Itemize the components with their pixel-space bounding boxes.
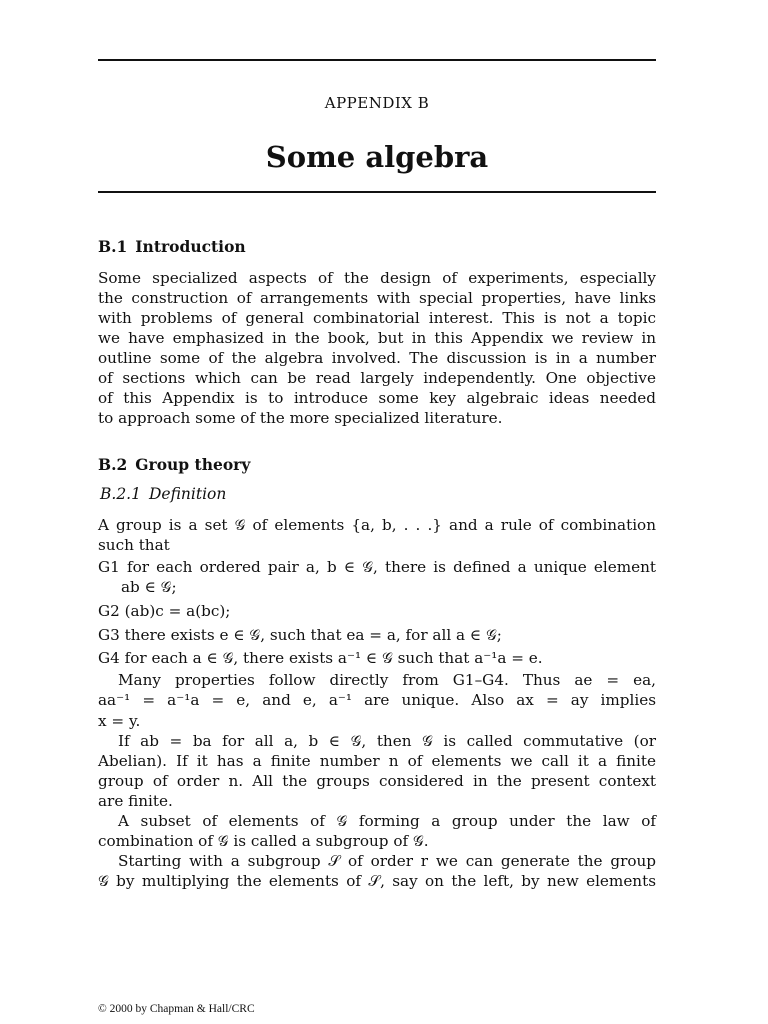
subsection-title: Definition [148, 485, 227, 503]
top-rule [98, 59, 656, 61]
axiom-g1: G1 for each ordered pair a, b ∈ 𝒢, there is defined a unique element [98, 558, 656, 576]
paragraph-line: x = y. [98, 712, 141, 730]
paragraph-line: A group is a set 𝒢 of elements {a, b, . . .} and a rule of combination [98, 516, 656, 534]
paragraph-line: the construction of arrangements with special properties, have links [98, 289, 656, 307]
axiom-g3: G3 there exists e ∈ 𝒢, such that ea = a, for all a ∈ 𝒢; [98, 626, 502, 644]
paragraph-line: If ab = ba for all a, b ∈ 𝒢, then 𝒢 is called commutative (or [118, 732, 656, 750]
paragraph-line: such that [98, 536, 170, 554]
title-rule [98, 191, 656, 193]
axiom-g2: G2 (ab)c = a(bc); [98, 602, 231, 620]
paragraph-line: 𝒢 by multiplying the elements of 𝒮, say on the left, by new elements [98, 872, 656, 890]
paragraph-line: Starting with a subgroup 𝒮 of order r we can generate the group [118, 852, 656, 870]
subsection-heading-b2-1 [100, 485, 226, 503]
axiom-g1-continuation: ab ∈ 𝒢; [121, 578, 177, 596]
paragraph-line: we have emphasized in the book, but in this Appendix we review in [98, 329, 656, 347]
section-title: Introduction [135, 237, 246, 256]
subsection-number: B.2.1 [100, 485, 141, 503]
paragraph-line: group of order n. All the groups considered in the present context [98, 772, 656, 790]
appendix-label: APPENDIX B [324, 94, 430, 112]
section-heading-b1 [98, 237, 246, 256]
paragraph-line: of sections which can be read largely independently. One objective [98, 369, 656, 387]
axiom-g4: G4 for each a ∈ 𝒢, there exists a⁻¹ ∈ 𝒢 such that a⁻¹a = e. [98, 649, 543, 667]
paragraph-line: Some specialized aspects of the design of experiments, especially [98, 269, 656, 287]
paragraph-line: Many properties follow directly from G1–G4. Thus ae = ea, [118, 671, 656, 689]
section-number: B.1 [98, 237, 128, 256]
paragraph-line: with problems of general combinatorial interest. This is not a topic [98, 309, 656, 327]
paragraph-line: combination of 𝒢 is called a subgroup of 𝒢. [98, 832, 429, 850]
paragraph-line: are finite. [98, 792, 173, 810]
chapter-title: Some algebra [265, 140, 489, 174]
section-title: Group theory [135, 455, 251, 474]
section-number: B.2 [98, 455, 128, 474]
paragraph-line: aa⁻¹ = a⁻¹a = e, and e, a⁻¹ are unique. Also ax = ay implies [98, 691, 656, 709]
paragraph-line: to approach some of the more specialized literature. [98, 409, 503, 427]
paragraph-line: outline some of the algebra involved. The discussion is in a number [98, 349, 656, 367]
section-heading-b2 [98, 455, 250, 474]
copyright-footer: © 2000 by Chapman & Hall/CRC [98, 1003, 255, 1015]
paragraph-line: A subset of elements of 𝒢 forming a group under the law of [118, 812, 656, 830]
book-page [98, 0, 656, 1024]
paragraph-line: of this Appendix is to introduce some key algebraic ideas needed [98, 389, 656, 407]
paragraph-line: Abelian). If it has a finite number n of elements we call it a finite [98, 752, 656, 770]
